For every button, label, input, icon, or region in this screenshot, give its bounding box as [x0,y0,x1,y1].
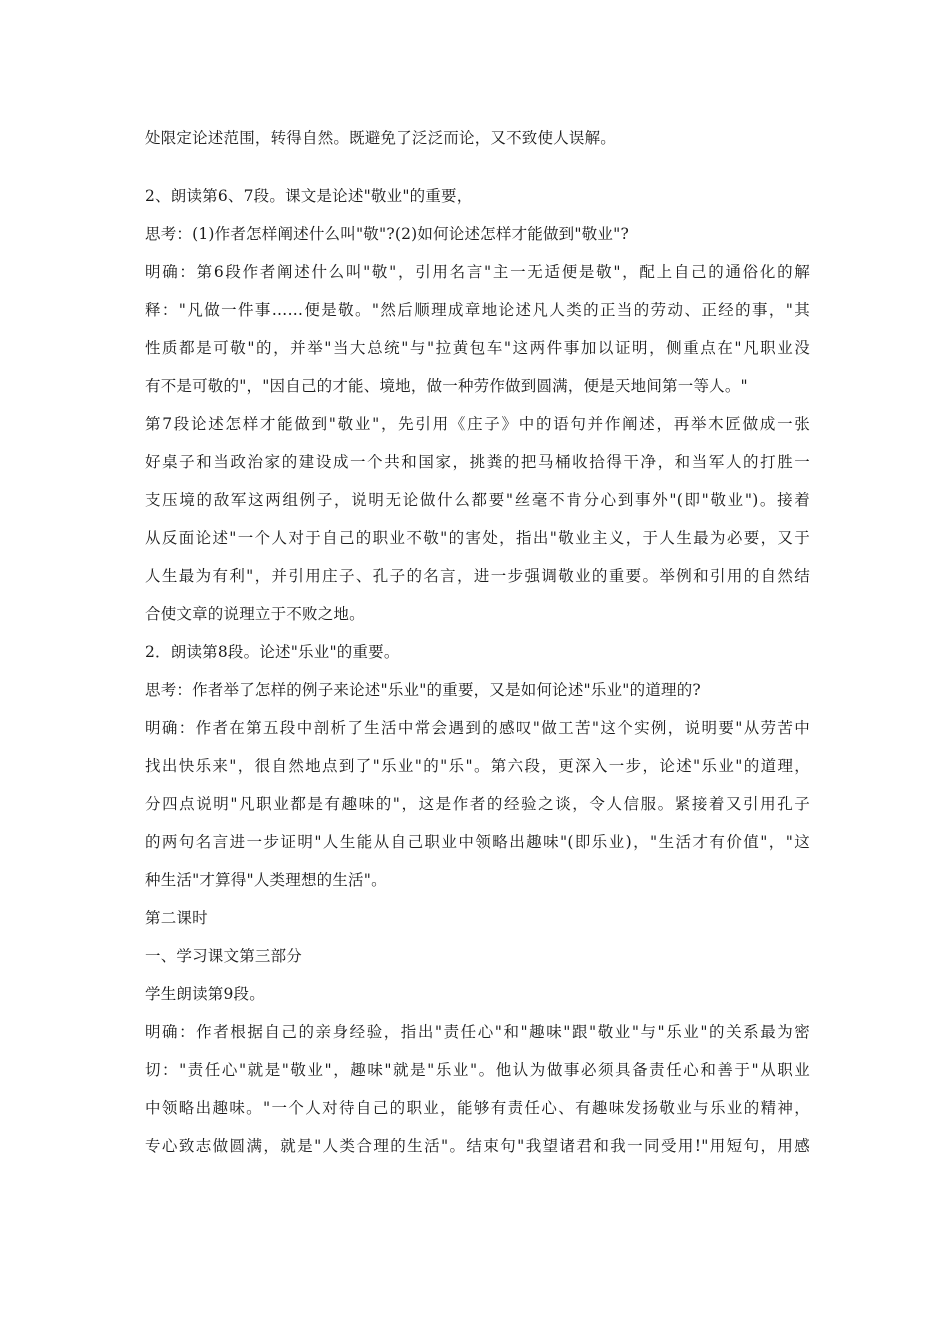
lesson-heading: 第二课时 [145,909,208,927]
text-line: 找出快乐来"，很自然地点到了"乐业"的"乐"。第六段，更深入一步，论述"乐业"的道理， [145,757,810,775]
section-heading: 2、朗读第6、7段。课文是论述"敬业"的重要， [145,187,473,205]
text-line: 思考：作者举了怎样的例子来论述"乐业"的重要，又是如何论述"乐业"的道理的? [145,681,701,699]
text-line: 切："责任心"就是"敬业"，趣味"就是"乐业"。他认为做事必须具备责任心和善于"从职业 [145,1061,810,1079]
section-heading: 2．朗读第8段。论述"乐业"的重要。 [145,643,400,661]
text-line: 中领略出趣味。"一个人对待自己的职业，能够有责任心、有趣味发扬敬业与乐业的精神， [145,1099,810,1117]
text-line: 从反面论述"一个人对于自己的职业不敬"的害处，指出"敬业主义，于人生最为必要，又于 [145,529,810,547]
text-line: 的两句名言进一步证明"人生能从自己职业中领略出趣味"(即乐业)，"生活才有价值"，"这 [145,833,810,851]
text-line: 好桌子和当政治家的建设成一个共和国家，挑粪的把马桶收拾得干净，和当军人的打胜一 [145,453,810,471]
text-line: 明确：作者在第五段中剖析了生活中常会遇到的感叹"做工苦"这个实例，说明要"从劳苦中 [145,719,810,737]
text-line: 人生最为有利"，并引用庄子、孔子的名言，进一步强调敬业的重要。举例和引用的自然结 [145,567,810,585]
text-line: 种生活"才算得"人类理想的生活"。 [145,871,387,889]
text-line: 专心致志做圆满，就是"人类合理的生活"。结束句"我望诸君和我一同受用!"用短句，用感 [145,1137,810,1155]
text-line: 明确：第6段作者阐述什么叫"敬"，引用名言"主一无适便是敬"，配上自己的通俗化的解 [145,263,810,281]
text-line: 思考：(1)作者怎样阐述什么叫"敬"?(2)如何论述怎样才能做到"敬业"? [145,225,629,243]
text-line: 支压境的敌军这两组例子，说明无论做什么都要"丝毫不肯分心到事外"(即"敬业")。接着 [145,491,810,509]
text-line: 性质都是可敬"的，并举"当大总统"与"拉黄包车"这两件事加以证明，侧重点在"凡职业没 [145,339,810,357]
text-line: 第7段论述怎样才能做到"敬业"，先引用《庄子》中的语句并作阐述，再举木匠做成一张 [145,415,810,433]
text-line: 学生朗读第9段。 [145,985,265,1003]
section-heading: 一、学习课文第三部分 [145,947,303,965]
text-line: 处限定论述范围，转得自然。既避免了泛泛而论，又不致使人误解。 [145,129,617,147]
text-line: 有不是可敬的"，"因自己的才能、境地，做一种劳作做到圆满，便是天地间第一等人。" [145,377,748,395]
text-line: 合使文章的说理立于不败之地。 [145,605,365,623]
text-line: 分四点说明"凡职业都是有趣味的"，这是作者的经验之谈，令人信服。紧接着又引用孔子 [145,795,810,813]
text-line: 释："凡做一件事……便是敬。"然后顺理成章地论述凡人类的正当的劳动、正经的事，"其 [145,301,810,319]
text-line: 明确：作者根据自己的亲身经验，指出"责任心"和"趣味"跟"敬业"与"乐业"的关系最为密 [145,1023,810,1041]
